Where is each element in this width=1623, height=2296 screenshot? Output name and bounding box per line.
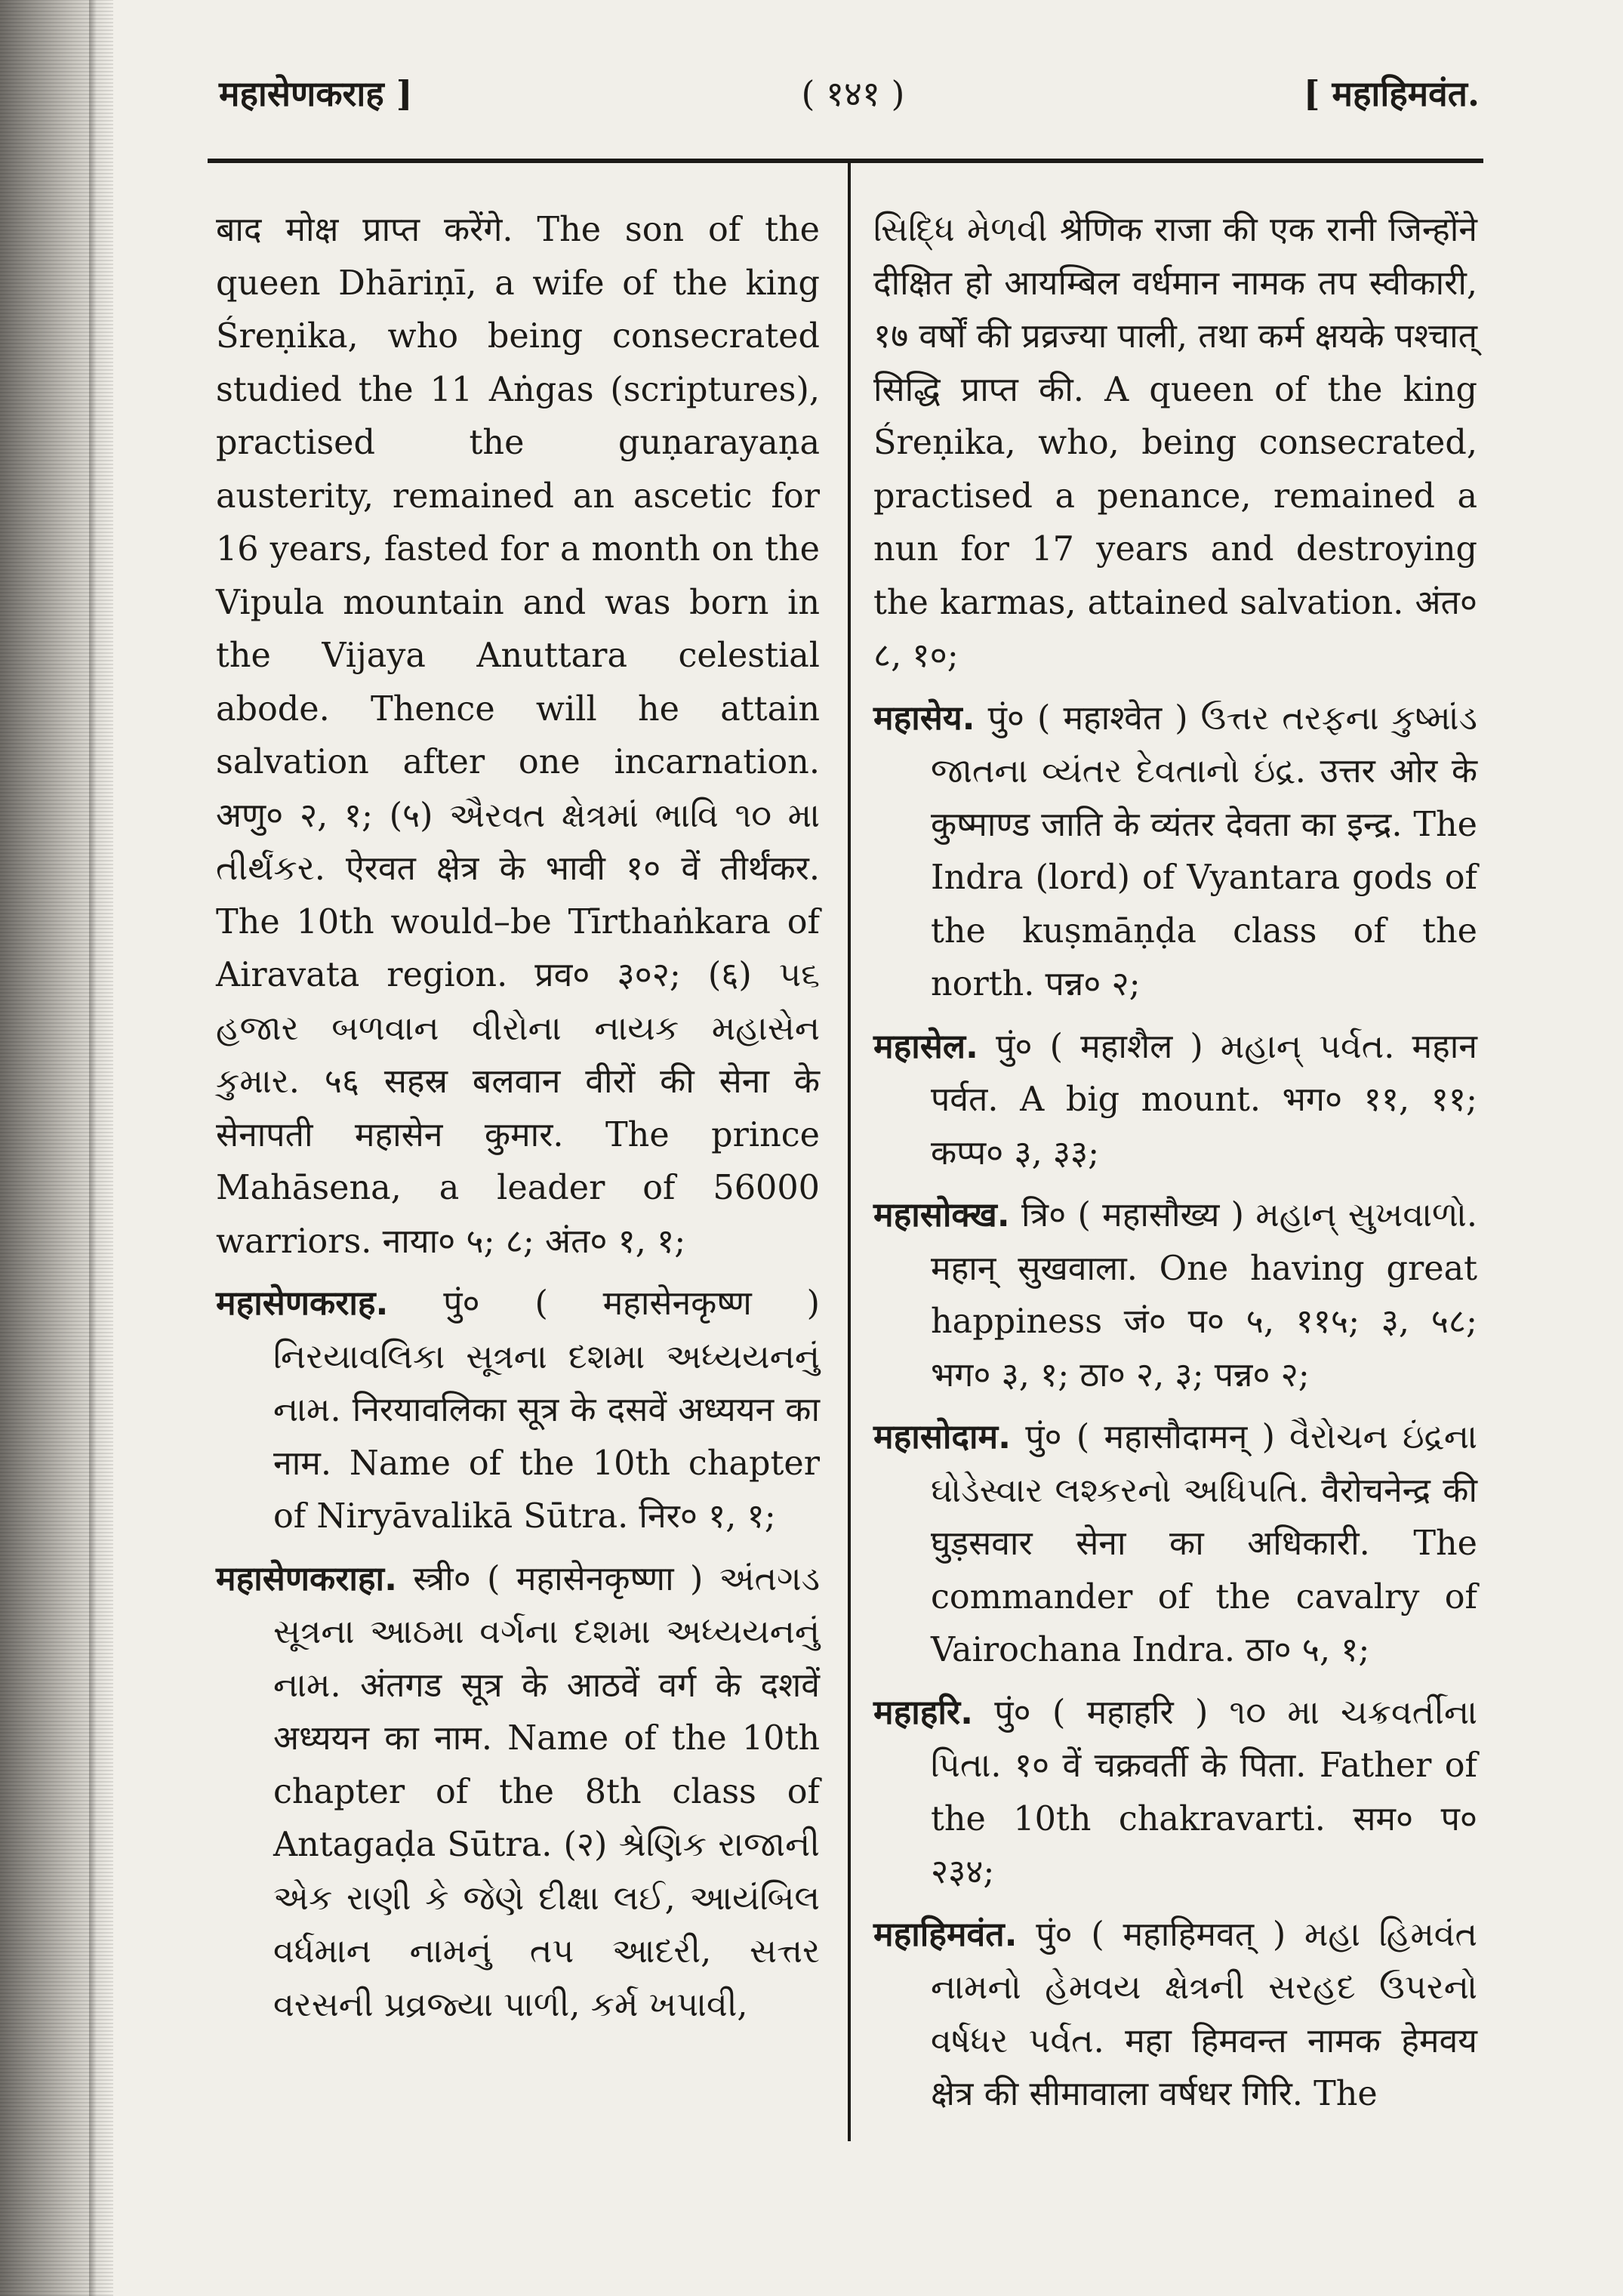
entry-body: पुं० ( महाश्वेत ) ઉત્તર તરફના કુષ્માંડ જાતના વ્યંતર દેવતાનો ઇંદ્ર. उत्तर ओर के कुष्माण्ड जाति के व्यंतर देवता का इन्द्र. The Indra (lord) of Vyantara gods of the kuṣmāṇḍa class of the north. पन्न० २;: [931, 698, 1477, 1003]
dictionary-entry: [873, 1189, 1477, 1402]
entry-body: त्रि० ( महासौख्य ) મહાન્ સુખવાળો. महान् सुखवाला. One having great happiness जं० प० ५, ११५; ३, ५८; भग० ३, १; ठा० २, ३; पन्न० २;: [931, 1196, 1477, 1395]
left-column: [216, 204, 820, 2041]
entry-headword: महाहरि.: [873, 1693, 974, 1732]
header-left-guideword: महासेणकराह ]: [219, 73, 413, 114]
dictionary-entry: [873, 1411, 1477, 1678]
dictionary-entry: [216, 1553, 820, 2032]
entry-body: पुं० ( महाशैल ) મહાન્ પર્વત. महान पर्वत. A big mount. भग० ११, ११; कप्प० ३, ३३;: [931, 1027, 1477, 1173]
dictionary-entry: [873, 1687, 1477, 1900]
dictionary-entry: [873, 692, 1477, 1012]
dictionary-entry: [873, 1021, 1477, 1181]
column-divider: [848, 163, 851, 2141]
entry-body: पुं० ( महासेनकृष्ण ) નિરયાવલિકા સૂત્રના દશમા અધ્યયનનું નામ. निरयावलिका सूत्र के दसवें अध्ययन का नाम. Name of the 10th chapter of Niryāvalikā Sūtra. निर० १, १;: [273, 1284, 820, 1536]
entry-body: पुं० ( महाहरि ) ૧૦ મા ચક્રવર્તીના પિતા. १० वें चक्रवर्ती के पिता. Father of the 10th chakravarti. सम० प० २३४;: [931, 1693, 1477, 1891]
continued-entry-text: સિદ્ધિ મેળવી श्रेणिक राजा की एक रानी जिन्होंने दीक्षित हो आयम्बिल वर्धमान नामक तप स्वीकारी, १७ वर्षों की प्रव्रज्या पाली, तथा कर्म क्षयके पश्चात् सिद्धि प्राप्त की. A queen of the king Śreṇika, who, being consecrated, practised a penance, remained a nun for 17 years and destroying the karmas, attained salvation. अंत० ८, १०;: [873, 211, 1477, 675]
entry-body: पुं० ( महासौदामन् ) વૈરોચન ઇંદ્રના ઘોડેસ્વાર લશ્કરનો અધિપતિ. वैरोचनेन्द्र की घुड़सवार सेना का अधिकारी. The commander of the cavalry of Vairochana Indra. ठा० ५, १;: [931, 1418, 1477, 1669]
dictionary-entry: [873, 1909, 1477, 2122]
dictionary-entry: [216, 1277, 820, 1544]
header-right-guideword: [ महाहिमवंत.: [1303, 73, 1480, 114]
entry-headword: महासोदाम.: [873, 1418, 1012, 1456]
page-number: ( १४१ ): [801, 73, 905, 114]
entry-headword: महासोक्ख.: [873, 1196, 1010, 1234]
entry-headword: महासेणकराह.: [216, 1284, 389, 1323]
entry-headword: महाहिमवंत.: [873, 1915, 1018, 1954]
page-header: [211, 69, 1495, 130]
scan-binding-edge: [0, 0, 113, 2296]
right-column: [873, 204, 1477, 2131]
entry-headword: महासेणकराहा.: [216, 1559, 397, 1598]
continued-entry-text: बाद मोक्ष प्राप्त करेंगे. The son of the queen Dhāriṇī, a wife of the king Śreṇika, who being consecrated studied the 11 Aṅgas (scriptures), practised the guṇarayaṇa austerity, remained an ascetic for 16 years, fasted for a month on the Vipula mountain and was born in the Vijaya Anuttara celestial abode. Thence will he attain salvation after one incarnation. अणु० २, १; (५) ઐરવત ક્ષેત્રમાં ભાવિ ૧૦ મા તીર્થંકર. ऐरवत क्षेत्र के भावी १० वें तीर्थंकर. The 10th would–be Tīrthaṅkara of Airavata region. प्रव० ३०२; (६) ૫૬ હજાર બળવાન વીરોના નાયક મહાસેન કુમાર. ५६ सहस्र बलवान वीरों की सेना के सेनापती महासेन कुमार. The prince Mahāsena, a leader of 56000 warriors. नाया० ५; ८; अंत० १, १;: [216, 211, 820, 1261]
entry-body: पुं० ( महाहिमवत् ) મહા હિમવંત નામનો હેમવય ક્ષેત્રની સરહદ ઉપરનો વર્ષધર પર્વત. महा हिमवन्त नामक हेमवय क्षेत्र की सीमावाला वर्षधर गिरि. The: [931, 1915, 1477, 2113]
entry-body: स्त्री० ( महासेनकृष्णा ) અંતગડ સૂત્રના આઠમા વર્ગના દશમા અધ્યયનનું નામ. अंतगड सूत्र के आठवें वर्ग के दशवें अध्ययन का नाम. Name of the 10th chapter of the 8th class of Antagaḍa Sūtra. (२) શ્રેણિક રાજાની એક રાણી કે જેણે દીક્ષા લઈ, આયંબિલ વર્ધમાન નામનું તપ આદરી, સત્તર વરસની પ્રવ્રજ્યા પાળી, કર્મ ખપાવી,: [273, 1559, 820, 2024]
header-rule: [208, 159, 1483, 163]
entry-headword: महासेय.: [873, 698, 975, 738]
entry-headword: महासेल.: [873, 1027, 978, 1066]
